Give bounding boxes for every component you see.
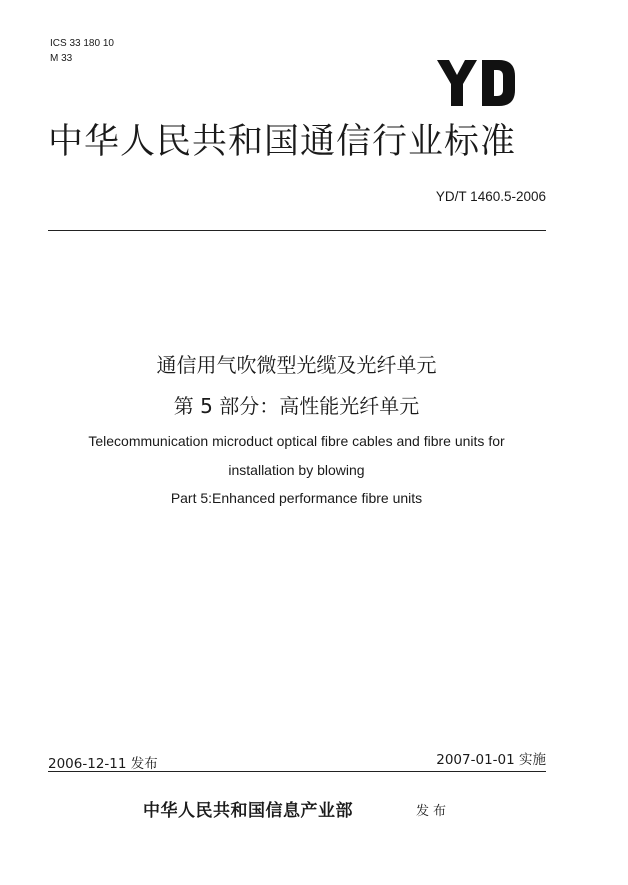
document-title-cn-line1: 通信用气吹微型光缆及光纤单元 bbox=[156, 353, 437, 377]
classification-code: M 33 bbox=[50, 53, 73, 64]
issue-date: 2006-12-11 发布 bbox=[48, 756, 158, 772]
document-title-en-line1: Telecommunication microduct optical fibre cables and fibre units for bbox=[88, 433, 505, 449]
document-title-cn-line2: 第 5 部分：高性能光纤单元 bbox=[173, 394, 420, 418]
issuing-action: 发布 bbox=[416, 804, 451, 819]
document-subtitle-en: Part 5:Enhanced performance fibre units bbox=[170, 490, 423, 506]
issuing-authority: 中华人民共和国信息产业部 bbox=[143, 801, 353, 821]
bottom-divider bbox=[48, 771, 546, 772]
standard-number: YD/T 1460.5-2006 bbox=[435, 189, 546, 204]
implementation-date: 2007-01-01 实施 bbox=[436, 752, 546, 768]
ics-code: ICS 33 180 10 bbox=[50, 38, 114, 49]
top-divider bbox=[48, 230, 546, 231]
document-title-en-line2: installation by blowing bbox=[228, 462, 365, 478]
yd-logo bbox=[437, 60, 515, 106]
standard-category-title: 中华人民共和国通信行业标准 bbox=[48, 122, 517, 162]
